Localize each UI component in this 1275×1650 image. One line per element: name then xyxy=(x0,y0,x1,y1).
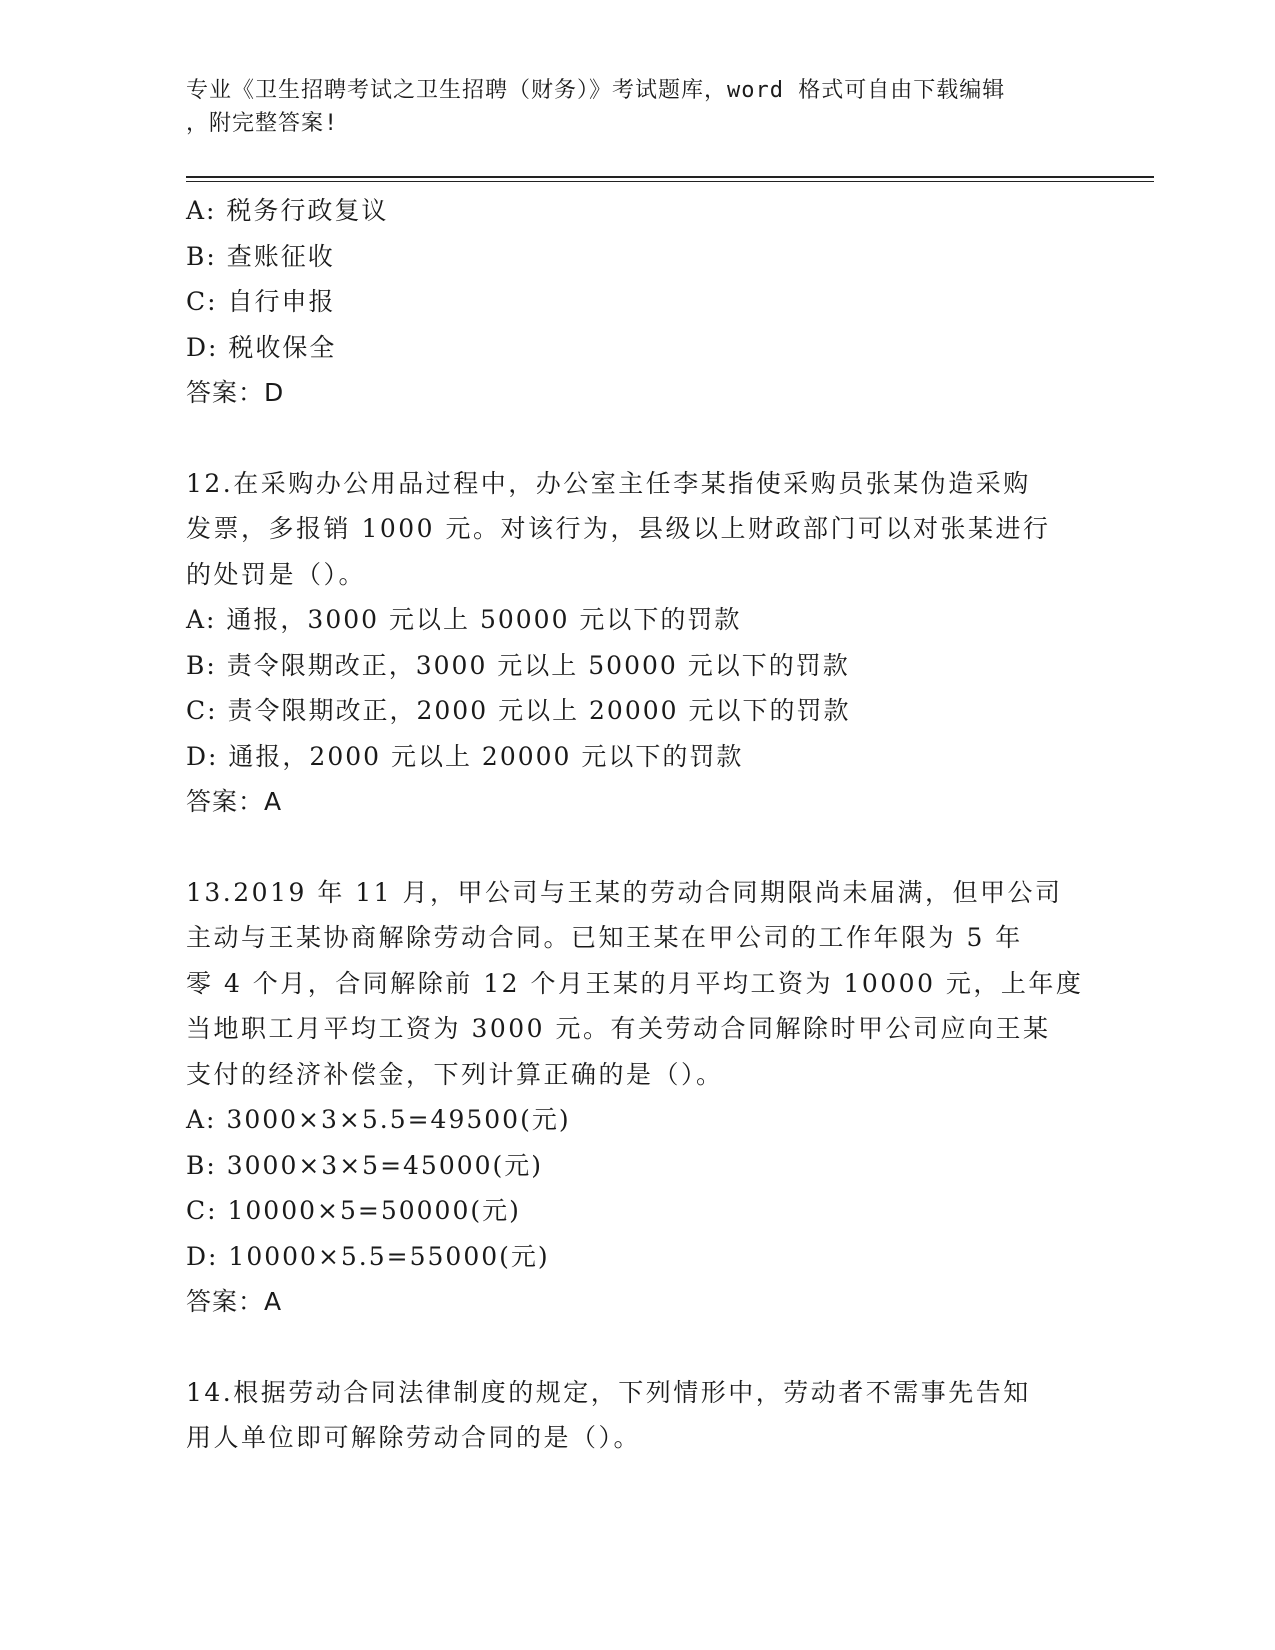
question-block-13 xyxy=(186,870,1084,1325)
option-c: C: 责令限期改正，2000 元以上 20000 元以下的罚款 xyxy=(186,696,851,725)
question-stem-line: 用人单位即可解除劳动合同的是（）。 xyxy=(186,1423,642,1452)
header-divider-thin xyxy=(186,181,1154,182)
document-body xyxy=(186,188,1084,1461)
question-stem-line: 主动与王某协商解除劳动合同。已知王某在甲公司的工作年限为 5 年 xyxy=(186,923,1023,952)
question-block-11 xyxy=(186,188,1066,416)
option-a: A: 通报，3000 元以上 50000 元以下的罚款 xyxy=(186,605,742,634)
question-block-14 xyxy=(186,1370,1066,1461)
answer-line: 答案：A xyxy=(186,1287,283,1316)
spacer xyxy=(186,416,1066,461)
option-b: B: 3000×3×5=45000(元) xyxy=(186,1150,544,1180)
document-header xyxy=(186,74,1066,140)
question-stem-line: 支付的经济补偿金，下列计算正确的是（）。 xyxy=(186,1059,724,1089)
option-d: D: 通报，2000 元以上 20000 元以下的罚款 xyxy=(186,741,744,771)
header-divider-thick xyxy=(186,176,1154,178)
answer-line: 答案：D xyxy=(186,378,285,407)
spacer xyxy=(186,825,1066,870)
option-b: B: 查账征收 xyxy=(186,241,335,271)
option-d: D: 10000×5.5=55000(元) xyxy=(186,1241,550,1271)
spacer xyxy=(186,1325,1066,1370)
question-stem-line: 12.在采购办公用品过程中，办公室主任李某指使采购员张某伪造采购 xyxy=(186,468,1031,498)
question-stem-line: 的处罚是（）。 xyxy=(186,559,367,589)
question-stem-line: 当地职工月平均工资为 3000 元。有关劳动合同解除时甲公司应向王某 xyxy=(186,1014,1051,1043)
question-stem-line: 发票，多报销 1000 元。对该行为，县级以上财政部门可以对张某进行 xyxy=(186,514,1051,543)
option-c: C: 自行申报 xyxy=(186,287,336,316)
answer-line: 答案：A xyxy=(186,787,283,816)
header-line-2: ，附完整答案! xyxy=(186,111,339,136)
option-b: B: 责令限期改正，3000 元以上 50000 元以下的罚款 xyxy=(186,650,850,680)
question-stem-line: 零 4 个月，合同解除前 12 个月王某的月平均工资为 10000 元，上年度 xyxy=(186,968,1084,998)
question-stem-line: 14.根据劳动合同法律制度的规定，下列情形中，劳动者不需事先告知 xyxy=(186,1377,1031,1407)
question-block-12 xyxy=(186,461,1066,825)
header-line-1: 专业《卫生招聘考试之卫生招聘（财务）》考试题库，word 格式可自由下载编辑 xyxy=(186,78,1006,103)
option-d: D: 税收保全 xyxy=(186,332,337,362)
option-c: C: 10000×5=50000(元) xyxy=(186,1196,521,1225)
option-a: A: 3000×3×5.5=49500(元) xyxy=(186,1105,571,1134)
option-a: A: 税务行政复议 xyxy=(186,196,389,225)
question-stem-line: 13.2019 年 11 月，甲公司与王某的劳动合同期限尚未届满，但甲公司 xyxy=(186,877,1063,907)
